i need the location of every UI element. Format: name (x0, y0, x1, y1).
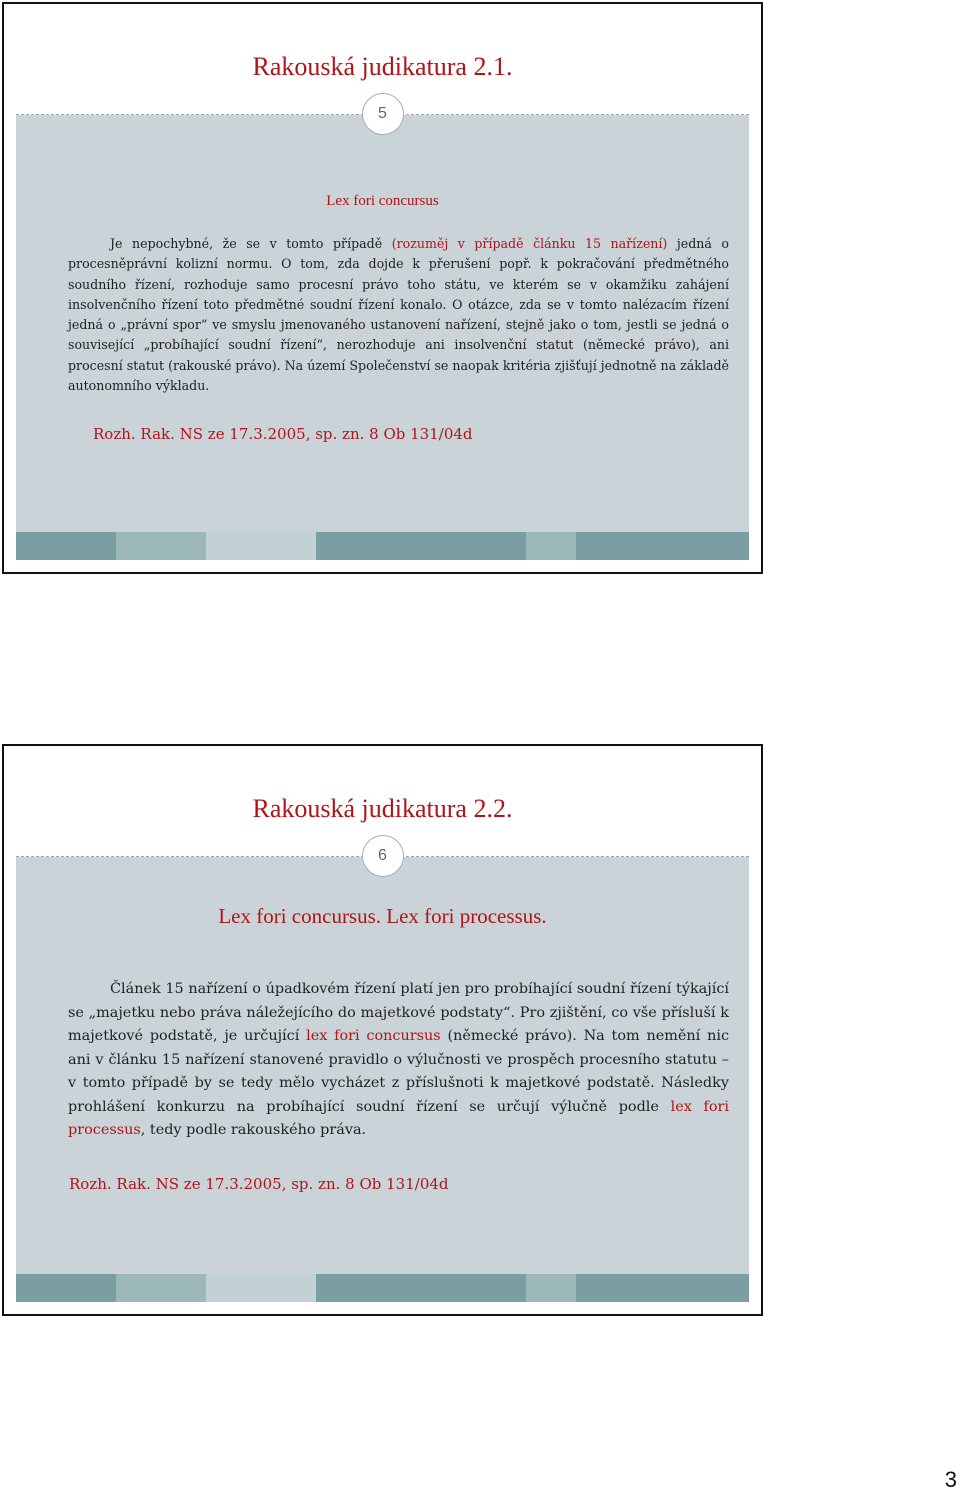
slide-paragraph (68, 978, 729, 1143)
slide-6 (2, 744, 763, 1316)
paragraph-text: (německé právo). Na tom nemění nic ani v článku 15 nařízení stanovené pravidlo o výlučnosti ve prospěch procesního statutu – v tomto případě by se tedy mělo vycházet z příslušnoti k majetkové podstatě. Následky prohlášení konkurzu na probíhající soudní řízení se určují výlučně podle (68, 1028, 729, 1115)
paragraph-text: Je nepochybné, že se v tomto případě (110, 236, 392, 251)
paragraph-highlight: lex fori processus (68, 1098, 729, 1138)
stripe-segment (316, 1274, 526, 1302)
page-number: 3 (944, 1467, 957, 1492)
paragraph-text: , tedy podle rakouského práva. (140, 1122, 367, 1138)
paragraph-text: Článek 15 nařízení o úpadkovém řízení platí jen pro probíhající soudní řízení týkající se „majetku nebo práva náležejícího do majetkové podstaty“. Pro zjištění, co vše přísluší k majetkové podstatě, je určující (68, 981, 729, 1044)
slide-title: Rakouská judikatura 2.2. (252, 794, 513, 823)
stripe-segment (576, 1274, 749, 1302)
stripe-segment (206, 1274, 316, 1302)
stripe-segment (116, 1274, 206, 1302)
paragraph-highlight: lex fori concursus (306, 1028, 441, 1044)
citation: Rozh. Rak. NS ze 17.3.2005, sp. zn. 8 Ob 131/04d (93, 425, 473, 443)
slide-body (16, 115, 749, 560)
stripe-segment (316, 532, 526, 560)
stripe-segment (16, 1274, 116, 1302)
slide-number: 6 (362, 835, 404, 877)
stripe-segment (16, 532, 116, 560)
stripe-segment (526, 532, 576, 560)
stripe-segment (576, 532, 749, 560)
slide-5 (2, 2, 763, 574)
stripe-segment (116, 532, 206, 560)
slide-title: Rakouská judikatura 2.1. (252, 52, 513, 81)
slide-body (16, 857, 749, 1302)
paragraph-text: jedná o procesněprávní kolizní normu. O tom, zda dojde k přerušení popř. k pokračování předmětného soudního řízení, rozhoduje samo procesní právo toho státu, ve kterém se v okamžiku zahájení insolvenčního řízení toto předmětné soudní řízení konalo. O otázce, zda se v tomto nalézacím řízení jedná o „právní spor“ ve smyslu jmenovaného ustanovení nařízení, stejně jako o tom, jestli se jedná o související „probíhající soudní řízení“, nerozhoduje ani insolvenční statut (německé právo), ani procesní statut (rakouské právo). Na území Společenství se naopak kritéria zjišťují jednotně na základě autonomního výkladu. (68, 236, 729, 394)
citation: Rozh. Rak. NS ze 17.3.2005, sp. zn. 8 Ob 131/04d (69, 1175, 449, 1193)
stripe-segment (206, 532, 316, 560)
slide-number: 5 (362, 93, 404, 135)
slide-subtitle: Lex fori concursus. Lex fori processus. (218, 904, 547, 928)
footer-stripe (16, 532, 749, 560)
slide-subtitle: Lex fori concursus (326, 193, 439, 209)
paragraph-highlight: (rozuměj v případě článku 15 nařízení) (391, 236, 668, 251)
stripe-segment (526, 1274, 576, 1302)
footer-stripe (16, 1274, 749, 1302)
slide-canvas (16, 758, 749, 1302)
slide-canvas (16, 16, 749, 560)
slide-header (16, 16, 749, 100)
slide-header (16, 758, 749, 842)
slide-paragraph (68, 234, 729, 396)
